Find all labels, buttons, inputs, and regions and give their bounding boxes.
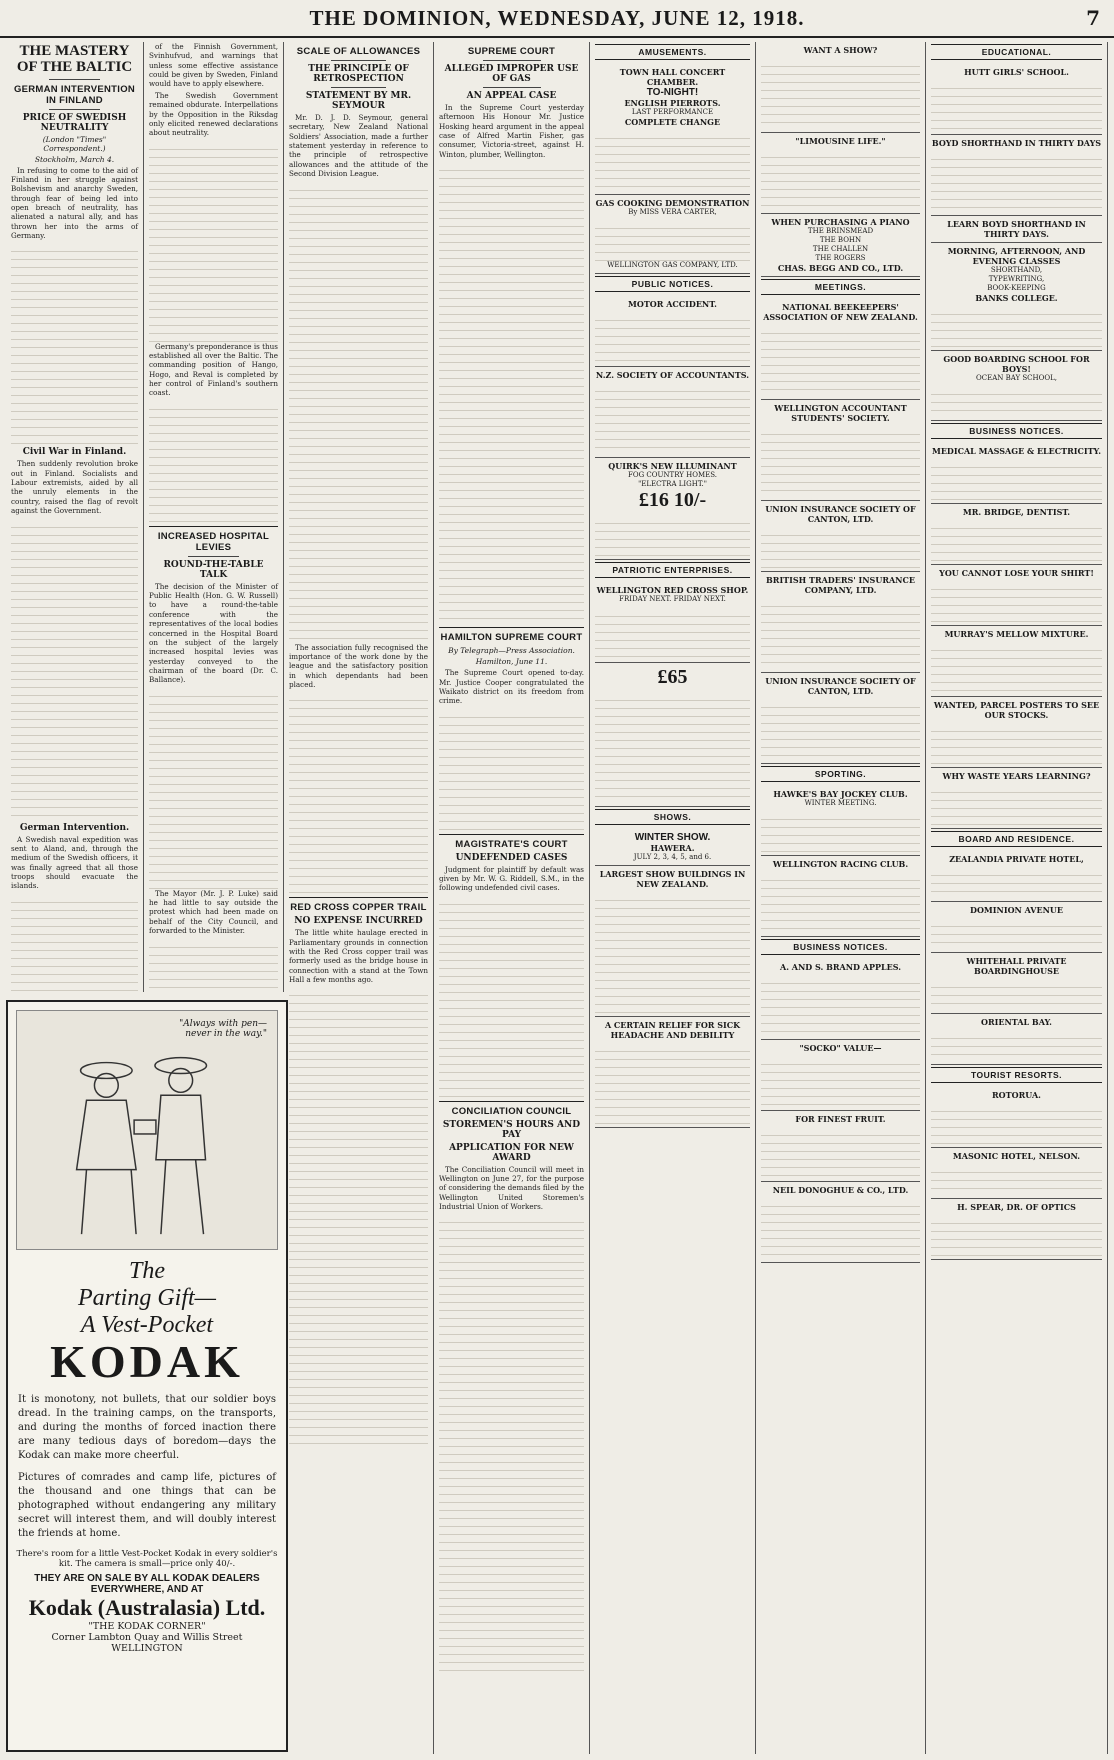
article-text-block [149,689,278,889]
article-paragraph: Judgment for plaintiff by default was given by Mr. W. G. Riddell, S.M., in the following undefended civil cases. [439,864,584,893]
ad-title: MR. BRIDGE, DENTIST. [962,507,1071,518]
credit: By Telegraph—Press Association. [448,646,575,656]
divider [49,109,100,110]
section-board: BOARD AND RESIDENCE. [931,831,1102,847]
headline-copper-trail: RED CROSS COPPER TRAIL [290,902,427,914]
ad-want-a-show [761,42,920,133]
ad-text-block [595,221,750,261]
ad-65 [595,663,750,807]
ad-classes [931,243,1102,351]
article-paragraph: Germany's preponderance is thus established all over the Baltic. The commanding position of Hango, Hogo, and Reval is completed by her control of Finland's southern coast. [149,341,278,398]
ad-title: DOMINION AVENUE [970,905,1063,916]
ad-red-cross-shop [595,582,750,662]
ad-text-block [595,313,750,363]
article-paragraph: The Swedish Government remained obdurate. Interpellations by the Opposition in the Riksdag only elicited renewed declarations about neutrality. [149,90,278,138]
headline-conciliation: CONCILIATION COUNCIL [451,1105,572,1117]
article-text-block [149,142,278,342]
article-text-block [289,693,428,893]
article-paragraph: In the Supreme Court yesterday afternoon His Honour Mr. Justice Hosking heard argument in the appeal case of Alfred Martin Fisher, gas consumer, Victoria-street, against H. Winton, plumber, Wellington. [439,103,584,159]
kodak-company: Kodak (Australasia) Ltd. [28,1595,266,1620]
ad-line: THE ROGERS [815,254,866,263]
subhead-gas: ALLEGED IMPROPER USE OF GAS [444,64,579,84]
kodak-body: It is monotony, not bullets, that our soldier boys dread. In the training camps, on the transports, and during the months of forced inaction there are many tedious days of boredom—days the Kodak can make more cheerful. [18,1394,276,1461]
ad-title: YOU CANNOT LOSE YOUR SHIRT! [939,568,1094,579]
divider [149,526,278,527]
ad-line: JULY 2, 3, 4, 5, and 6. [633,852,712,861]
ad-line: WELLINGTON GAS COMPANY, LTD. [607,261,738,270]
article-paragraph: The decision of the Minister of Public Health (Hon. G. W. Russell) to have a round-the-table conference with the representatives of the local bodies concerned in the Hospital Board on the subject of the largely increased hospital levies was yesterday conveyed to the chairman of the board (Dr. C. Ballance). [149,581,278,685]
ad-town-hall [595,64,750,195]
ad-show-buildings [595,866,750,1017]
kodak-address: Corner Lambton Quay and Willis Street [51,1632,243,1643]
ad-text-block [931,724,1102,764]
headline-baltic: THE MASTERY OF THE BALTIC [16,43,133,75]
divider [289,897,428,898]
ad-text-block [595,609,750,659]
ad-title: WELLINGTON ACCOUNTANT STUDENTS' SOCIETY. [774,403,907,424]
ad-text-block [931,152,1102,212]
ad-line: CHAS. BEGG AND CO., LTD. [777,263,904,274]
ad-text-block [931,1165,1102,1195]
article-paragraph: A Swedish naval expedition was sent to Aland, and, through the medium of the Swedish officers, it was finally agreed that all those troops should evacuate the islands. [11,834,138,891]
section-sporting: SPORTING. [761,766,920,782]
ad-title: ROTORUA. [992,1090,1041,1101]
ad-title: N.Z. SOCIETY OF ACCOUNTANTS. [595,370,750,381]
ad-line: THE BRINSMEAD [807,227,874,235]
ad-price: £16 10/- [638,489,707,512]
headline-hospital-levies: INCREASED HOSPITAL LEVIES [157,530,270,553]
ad-line: "ELECTRA LIGHT." [638,480,707,489]
article-text-block [11,520,138,820]
ad-masonic [931,1148,1102,1199]
ad-murray [931,626,1102,697]
ad-title: NATIONAL BEEKEEPERS' ASSOCIATION OF NEW ZEALAND. [763,302,918,323]
article-text-block [289,988,428,1448]
ad-hutt-girls [931,64,1102,135]
ad-racing-club [761,856,920,937]
ad-price: £65 [657,665,688,688]
ad-motor-accident [595,296,750,367]
ad-boarding-school [931,351,1102,421]
ad-text-block [931,1031,1102,1061]
ad-text-block [761,427,920,497]
column-6 [756,42,926,1754]
kodak-body-2: Pictures of comrades and camp life, pictures of the thousand and one things that can be photographed without endangering any military secret will interest them, and will doubly interest the friends at home. [18,1472,276,1539]
ad-dominion-avenue [931,902,1102,953]
ad-text-block [761,976,920,1036]
masthead [0,4,1114,38]
subhead-german-intervention: GERMAN INTERVENTION IN FINLAND [13,83,136,106]
kodak-illustration [16,1010,278,1250]
ad-line: COMPLETE CHANGE [624,117,721,128]
divider [188,556,240,557]
headline-supreme-court: SUPREME COURT [467,46,556,57]
ad-line: ENGLISH PIERROTS. [624,98,721,108]
subhead-appeal: AN APPEAL CASE [466,91,557,101]
ad-title: LARGEST SHOW BUILDINGS IN NEW ZEALAND. [599,868,746,889]
ad-rotorua [931,1087,1102,1148]
divider [439,627,584,628]
section-tourist: TOURIST RESORTS. [931,1067,1102,1083]
ad-text-block [595,693,750,803]
kodak-tagline-3: A Vest-Pocket [80,1312,214,1338]
headline-magistrates: MAGISTRATE'S COURT [455,838,568,850]
ad-title: MOTOR ACCIDENT. [628,299,717,310]
ad-title: LEARN BOYD SHORTHAND IN THIRTY DAYS. [947,219,1086,239]
divider [331,87,387,88]
ad-title: ORIENTAL BAY. [981,1017,1052,1028]
article-text-block [439,1215,584,1675]
ad-title: A. AND S. BRAND APPLES. [780,962,901,973]
column-5 [590,42,756,1754]
ad-beekeepers [761,299,920,400]
ad-text-block [761,326,920,396]
subhead-swedish-neutrality: PRICE OF SWEDISH NEUTRALITY [22,112,127,133]
ad-text-block [761,528,920,568]
article-paragraph: Mr. D. J. D. Seymour, general secretary, New Zealand National Soldiers' Association, made a further statement yesterday in reference to the principle of retrospective allowances and the attitude of the Second Division League. [289,113,428,179]
page-number: 7 [1086,6,1100,30]
ad-text-block [931,521,1102,561]
article-text-block [439,897,584,1097]
ad-title: HUTT GIRLS' SCHOOL. [964,67,1069,77]
subhead-retrospection: THE PRINCIPLE OF RETROSPECTION [308,64,409,84]
ad-text-block [595,131,750,191]
ad-kodak [6,1000,288,1752]
article-paragraph: The Conciliation Council will meet in Wellington on June 27, for the purpose of considering the demands filed by the Wellington United Storemen's Industrial Union of Workers. [439,1164,584,1212]
ad-text-block [931,1216,1102,1256]
ad-accountants [595,367,750,458]
article-paragraph: of the Finnish Government, Svinhufvud, and warnings that unless some effective assistance could be given by Sweden, Finland would have to apply elsewhere. [149,42,278,89]
ad-title: QUIRK'S NEW ILLUMINANT [608,461,737,472]
kodak-caption: "Always with pen—never in the way." [179,1019,267,1039]
ad-spear-optics [931,1199,1102,1260]
ad-text-block [595,384,750,454]
subhead-no-expense: NO EXPENSE INCURRED [294,916,423,927]
ad-text-block [931,980,1102,1010]
ad-title: WINTER SHOW. [634,831,711,843]
ad-text-block [931,387,1102,417]
kodak-note: There's room for a little Vest-Pocket Kodak in every soldier's kit. The camera is small—price only 40/-. [16,1549,278,1569]
ad-text-block [931,81,1102,131]
ad-line: FOG COUNTRY HOMES. [628,471,717,480]
ad-apples [761,959,920,1040]
ad-text-block [761,1057,920,1107]
ad-title: MURRAY'S MELLOW MIXTURE. [944,629,1089,640]
kodak-brand: KODAK [50,1336,244,1387]
ad-parcel-posters [931,697,1102,768]
ad-title: WHEN PURCHASING A PIANO [771,217,910,227]
ad-title: TOWN HALL CONCERT CHAMBER. [619,67,726,87]
ad-text-block [761,812,920,852]
article-text-block [439,710,584,830]
ad-text-block [931,307,1102,347]
ad-text-block [761,59,920,129]
ad-line: By MISS VERA CARTER, [628,208,717,217]
column-4 [434,42,590,1754]
section-amusements: AMUSEMENTS. [595,44,750,60]
ad-text-block [931,919,1102,949]
subhead-storemen: STOREMEN'S HOURS AND PAY [442,1119,581,1140]
section-educational: EDUCATIONAL. [931,44,1102,60]
article-text-block [149,402,278,522]
ad-text-block [595,516,750,556]
ad-limousine-life [761,133,920,214]
ad-text-block [931,1104,1102,1144]
ad-text-block [931,868,1102,898]
ad-oriental-bay [931,1014,1102,1065]
divider [483,87,541,88]
subhead-undefended: UNDEFENDED CASES [455,852,568,863]
ad-massage [931,443,1102,504]
ad-text-block [931,643,1102,693]
ad-relief [595,1017,750,1128]
ad-line: LAST PERFORMANCE [631,108,714,116]
ad-british-traders [761,572,920,673]
dateline: Stockholm, March 4. [34,154,115,164]
section-public-notices: PUBLIC NOTICES. [595,276,750,292]
column-7 [926,42,1108,1754]
ad-line: TYPEWRITING, [988,275,1045,284]
ad-line: HAWERA. [650,842,695,853]
ad-title: MEDICAL MASSAGE & ELECTRICITY. [931,446,1102,457]
ad-winter-show [595,829,750,866]
dateline: Hamilton, June 11. [475,657,548,667]
ad-shirt [931,565,1102,626]
article-text-block [11,895,138,992]
ad-title: UNION INSURANCE SOCIETY OF CANTON, LTD. [765,504,916,525]
section-meetings: MEETINGS. [761,279,920,295]
ad-title: ZEALANDIA PRIVATE HOTEL, [949,854,1084,865]
kodak-company-sub: "THE KODAK CORNER" [88,1621,206,1632]
ad-title: A CERTAIN RELIEF FOR SICK HEADACHE AND DEBILITY [604,1019,741,1040]
ad-title: NEIL DONOGHUE & CO., LTD. [772,1185,909,1196]
ad-title: MASONIC HOTEL, NELSON. [952,1151,1081,1162]
ad-socko [761,1040,920,1111]
ad-title: GOOD BOARDING SCHOOL FOR BOYS! [943,354,1090,375]
ad-why-waste [931,768,1102,829]
article-text-block [439,163,584,623]
ad-title: WHITEHALL PRIVATE BOARDINGHOUSE [966,956,1067,977]
section-shows: SHOWS. [595,809,750,825]
ad-text-block [931,785,1102,825]
ad-whitehall [931,953,1102,1014]
article-text-block [11,244,138,444]
section-heading: German Intervention. [19,822,130,833]
subhead-application: APPLICATION FOR NEW AWARD [449,1142,574,1163]
ad-text-block [931,460,1102,500]
ad-text-block [595,1044,750,1124]
ad-title: "SOCKO" VALUE— [799,1043,882,1054]
kodak-tagline-1: The [129,1258,165,1284]
ad-text-block [761,150,920,210]
ad-title: WELLINGTON RED CROSS SHOP. [596,585,749,596]
ad-text-block [761,1128,920,1178]
ad-line: BANKS COLLEGE. [975,293,1058,304]
column-2 [144,42,284,992]
ad-title: BRITISH TRADERS' INSURANCE COMPANY, LTD. [766,575,915,596]
ad-line: THE CHALLEN [812,245,869,254]
column-3 [284,42,434,1754]
ad-title: HAWKE'S BAY JOCKEY CLUB. [773,789,908,800]
article-paragraph: In refusing to come to the aid of Finland in her struggle against Bolshevism and anarchy Sweden, through fear of being led into open breach of neutrality, has alienated a natural ally, and has thrown her into the arms of Germany. [11,165,138,241]
article-text-block [149,940,278,993]
headline-allowances: SCALE OF ALLOWANCES [296,46,421,57]
subhead-statement: STATEMENT BY MR. SEYMOUR [305,91,412,111]
ad-learn-boyd [931,216,1102,243]
ad-title: BOYD SHORTHAND IN THIRTY DAYS [931,138,1102,148]
ad-title: WHY WASTE YEARS LEARNING? [942,771,1091,782]
ad-quirks [595,458,750,560]
article-text-block [289,183,428,643]
ad-text-block [761,599,920,669]
kodak-sell: THEY ARE ON SALE BY ALL KODAK DEALERS EVERYWHERE, AND AT [34,1573,260,1595]
soldiers-illustration [17,1011,277,1249]
ad-jockey-club [761,786,920,856]
ad-union-insurance [761,501,920,572]
section-patriotic: PATRIOTIC ENTERPRISES. [595,562,750,578]
ad-line: OCEAN BAY SCHOOL, [976,374,1057,383]
divider [483,60,541,61]
ad-accountant-students [761,400,920,501]
kodak-tagline-2: Parting Gift— [77,1285,216,1311]
ad-dentist [931,504,1102,565]
ad-donoghue [761,1182,920,1263]
ad-line: BOOK-KEEPING [987,284,1046,293]
ad-title: UNION INSURANCE SOCIETY OF CANTON, LTD. [765,676,916,697]
ad-line: TO-NIGHT! [646,87,699,98]
article-paragraph: Then suddenly revolution broke out in Finland. Socialists and Labour extremists, aided by all the unruly elements in the country, raised the flag of revolt against the Government. [11,459,138,516]
ad-text-block [761,873,920,933]
ad-text-block [761,1199,920,1259]
subhead-round-table: ROUND-THE-TABLE TALK [163,559,264,580]
ad-zealandia [931,851,1102,902]
divider [331,60,387,61]
ad-fruit [761,1111,920,1182]
divider [439,834,584,835]
ad-boyd-shorthand [931,135,1102,216]
section-business: BUSINESS NOTICES. [761,939,920,955]
ad-title: FOR FINEST FRUIT. [795,1114,886,1125]
ad-text-block [761,700,920,760]
article-paragraph: The Supreme Court opened to-day. Mr. Justice Cooper congratulated the Waikato district on its freedom from crime. [439,668,584,706]
ad-title: WANT A SHOW? [803,45,878,55]
ad-title: WELLINGTON RACING CLUB. [772,859,909,870]
ad-line: WINTER MEETING. [804,799,877,808]
divider [439,1101,584,1102]
column-1 [6,42,144,992]
article-paragraph: The Mayor (Mr. J. P. Luke) said he had little to say outside the protest which had been made on behalf of the City Council, and forwarded to the Minister. [149,888,278,936]
kodak-city: WELLINGTON [111,1643,183,1654]
ad-line: FRIDAY NEXT. FRIDAY NEXT. [619,595,726,604]
credit: (London "Times" Correspondent.) [42,134,107,153]
article-paragraph: The association fully recognised the importance of the work done by the league and the satisfactory position in which dependants had been placed. [289,642,428,689]
ad-title: H. SPEAR, DR. OF OPTICS [957,1202,1076,1213]
ad-title: GAS COOKING DEMONSTRATION [595,198,750,209]
ad-title: "LIMOUSINE LIFE." [795,136,886,146]
ad-line: THE BOHN [819,236,862,245]
ad-text-block [595,893,750,1013]
ad-gas-cooking [595,195,750,274]
masthead-title: THE DOMINION, WEDNESDAY, JUNE 12, 1918. [309,6,805,30]
headline-hamilton: HAMILTON SUPREME COURT [440,632,583,644]
ad-piano [761,214,920,277]
section-heading: Civil War in Finland. [22,447,127,458]
ad-line: SHORTHAND, [990,266,1043,274]
section-business-notices: BUSINESS NOTICES. [931,423,1102,439]
ad-text-block [931,582,1102,622]
divider [49,79,100,80]
ad-title: WANTED, PARCEL POSTERS TO SEE OUR STOCKS. [933,700,1100,721]
ad-title: MORNING, AFTERNOON, AND EVENING CLASSES [947,246,1086,266]
ad-union-insurance-2 [761,673,920,764]
article-paragraph: The little white haulage erected in Parliamentary grounds in connection with the Red Cross copper trail was formerly used as the bridge house in connection with a stand at the Town Hall a few months ago. [289,928,428,985]
